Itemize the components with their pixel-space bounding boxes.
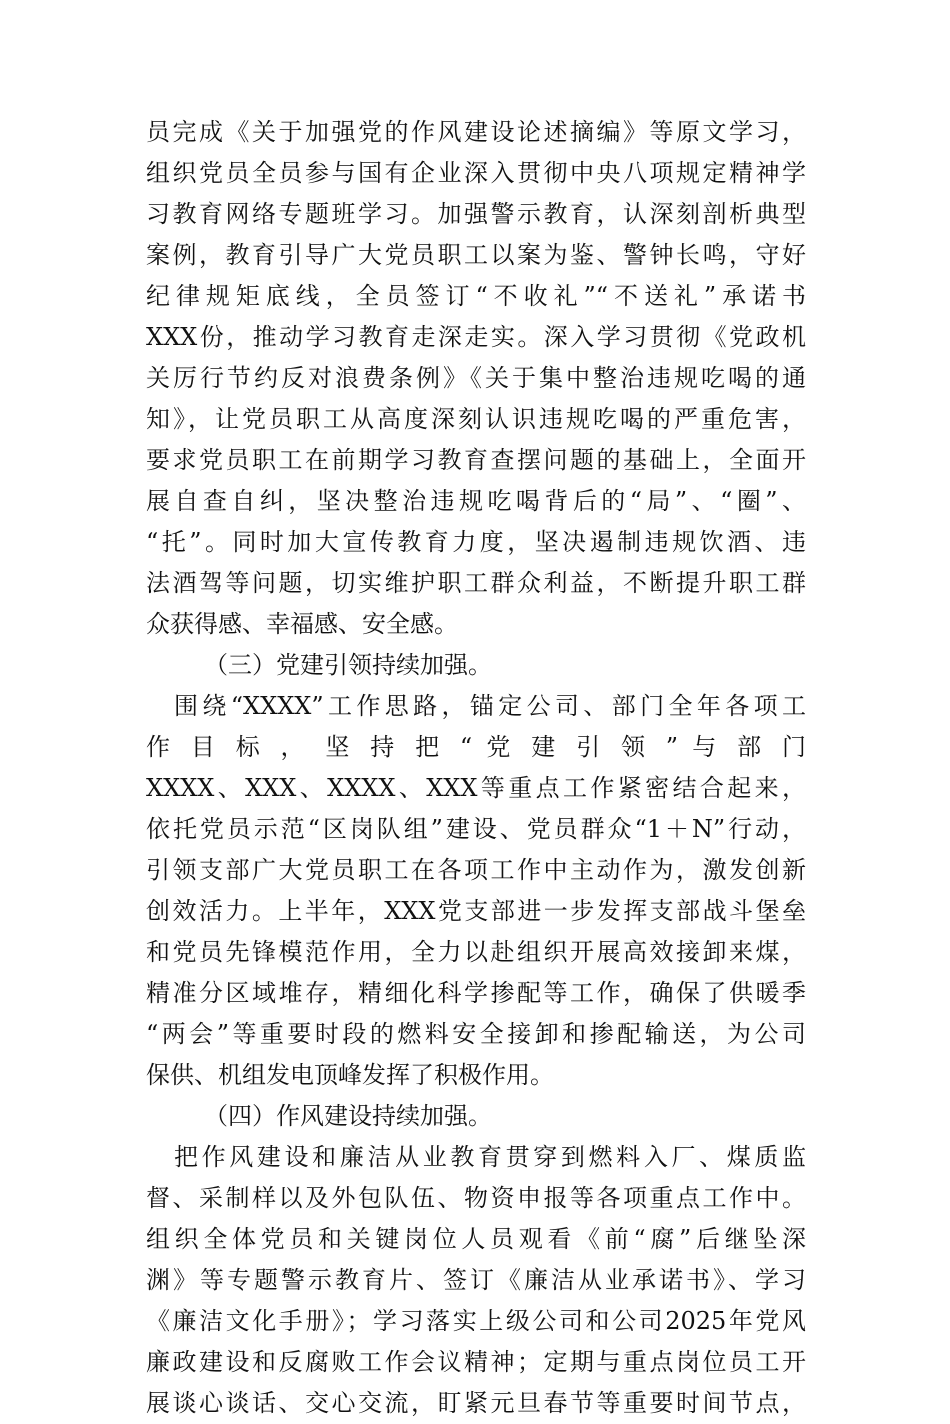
section-heading: （三）党建引领持续加强。: [204, 651, 492, 679]
body-line: 依托党员示范“区岗队组”建设、党员群众“1＋N”行动，: [146, 815, 806, 843]
body-line: 员完成《关于加强党的作风建设论述摘编》等原文学习，: [146, 118, 806, 146]
body-line: 关厉行节约反对浪费条例》《关于集中整治违规吃喝的通: [146, 364, 806, 392]
body-line: 法酒驾等问题，切实维护职工群众利益，不断提升职工群: [146, 569, 806, 597]
body-line: XXX份，推动学习教育走深走实。深入学习贯彻《党政机: [146, 323, 806, 351]
body-line: 围绕“XXXX”工作思路，锚定公司、部门全年各项工: [174, 692, 806, 720]
body-line: 作 目 标 ， 坚 持 把 “ 党 建 引 领 ” 与 部 门: [146, 733, 806, 761]
body-line: XXXX、XXX、XXXX、XXX等重点工作紧密结合起来，: [146, 774, 806, 802]
body-line: 《廉洁文化手册》；学习落实上级公司和公司2025年党风: [146, 1307, 806, 1335]
body-line: 案例，教育引导广大党员职工以案为鉴、警钟长鸣，守好: [146, 241, 806, 269]
body-line: 保供、机组发电顶峰发挥了积极作用。: [146, 1061, 554, 1089]
body-line: “两会”等重要时段的燃料安全接卸和掺配输送，为公司: [146, 1020, 806, 1048]
body-line: 组织全体党员和关键岗位人员观看《前“腐”后继坠深: [146, 1225, 806, 1253]
body-line: 渊》等专题警示教育片、签订《廉洁从业承诺书》、学习: [146, 1266, 806, 1294]
body-line: 精准分区域堆存，精细化科学掺配等工作，确保了供暖季: [146, 979, 806, 1007]
body-line: 组织党员全员参与国有企业深入贯彻中央八项规定精神学: [146, 159, 806, 187]
body-line: 督、采制样以及外包队伍、物资申报等各项重点工作中。: [146, 1184, 806, 1212]
body-line: 习教育网络专题班学习。加强警示教育，认深刻剖析典型: [146, 200, 806, 228]
body-line: 和党员先锋模范作用，全力以赴组织开展高效接卸来煤，: [146, 938, 806, 966]
body-line: 知》，让党员职工从高度深刻认识违规吃喝的严重危害，: [146, 405, 806, 433]
body-line: 廉政建设和反腐败工作会议精神；定期与重点岗位员工开: [146, 1348, 806, 1376]
body-line: 创效活力。上半年，XXX党支部进一步发挥支部战斗堡垒: [146, 897, 806, 925]
section-heading: （四）作风建设持续加强。: [204, 1102, 492, 1130]
body-line: 要求党员职工在前期学习教育查摆问题的基础上，全面开: [146, 446, 806, 474]
body-line: 纪律规矩底线，全员签订“不收礼”“不送礼”承诺书: [146, 282, 806, 310]
body-line: 引领支部广大党员职工在各项工作中主动作为，激发创新: [146, 856, 806, 884]
body-line: 展谈心谈话、交心交流，盯紧元旦春节等重要时间节点，: [146, 1389, 806, 1417]
body-line: 展自查自纠，坚决整治违规吃喝背后的“局”、“圈”、: [146, 487, 806, 515]
body-line: “托”。同时加大宣传教育力度，坚决遏制违规饮酒、违: [146, 528, 806, 556]
body-line: 众获得感、幸福感、安全感。: [146, 610, 458, 638]
document-body: [146, 112, 806, 1424]
body-line: 把作风建设和廉洁从业教育贯穿到燃料入厂、煤质监: [174, 1143, 806, 1171]
